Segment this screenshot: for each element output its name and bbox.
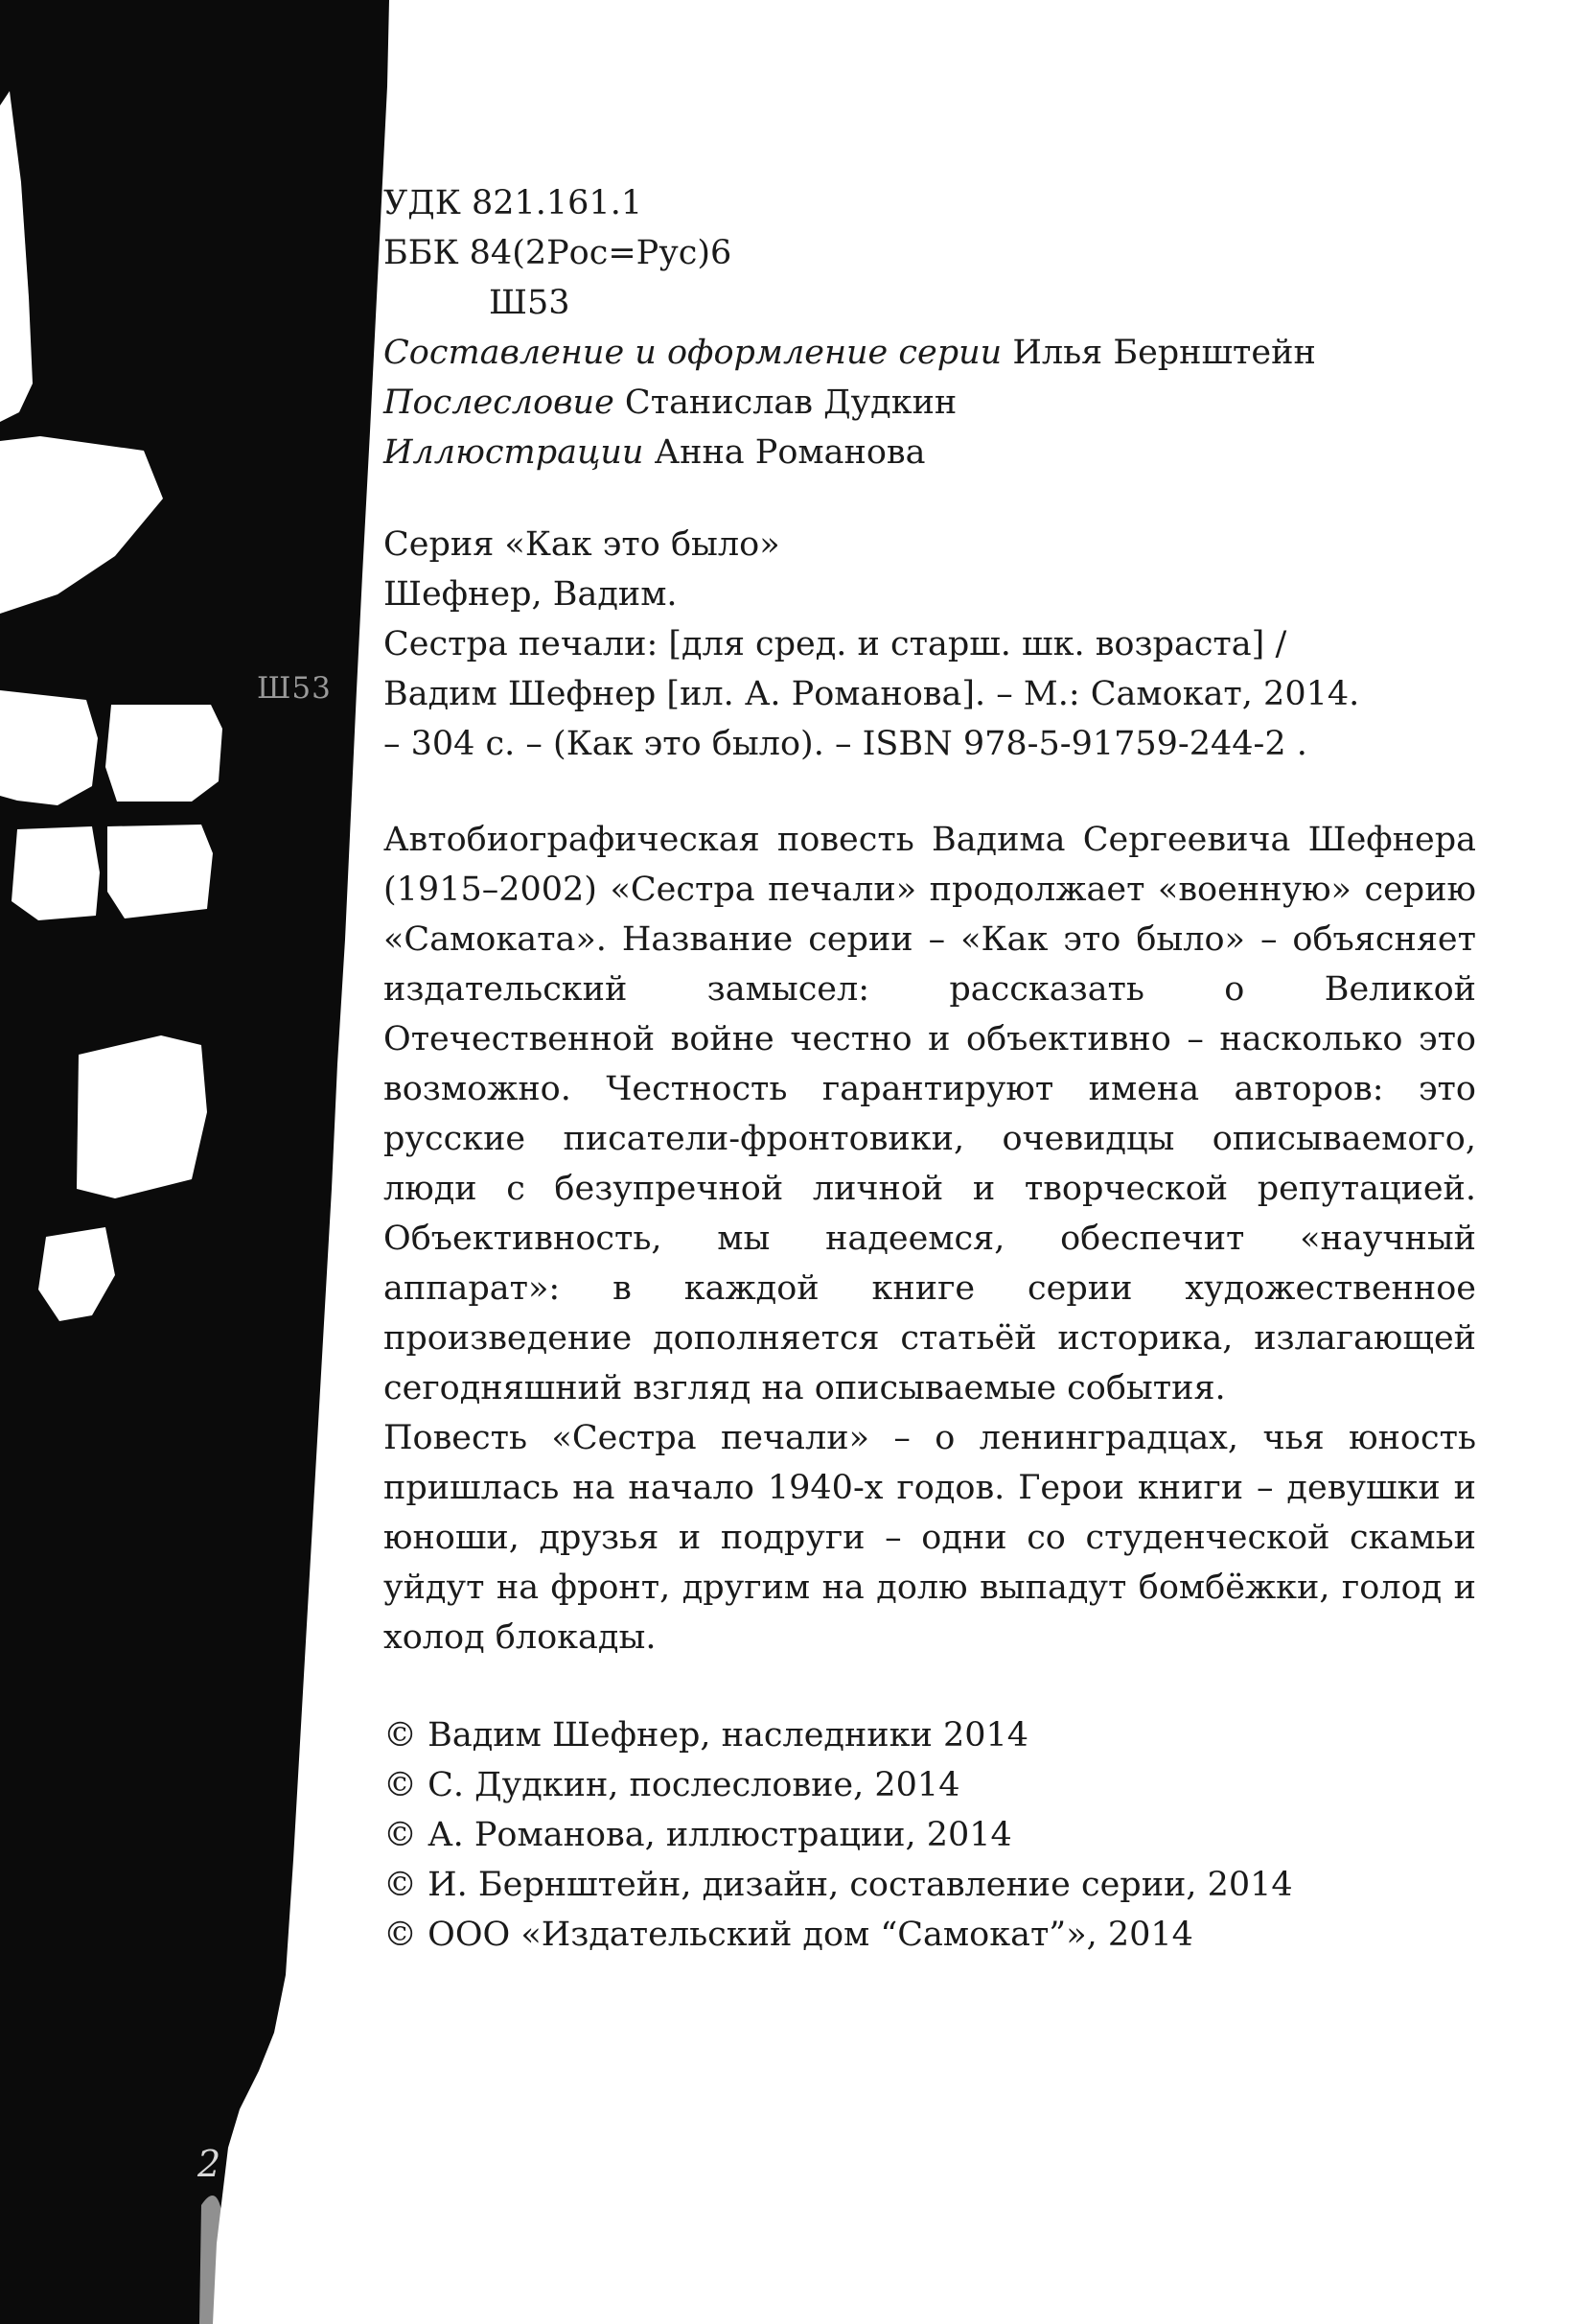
series-name: Серия «Как это было» — [383, 525, 780, 564]
credit-name: Илья Бернштейн — [1012, 334, 1316, 372]
annotation-paragraph: Повесть «Сестра печали» – о ленинградцах, чья юность пришлась на начало 1940-х годов. Герои книги – девушки и юноши, друзья и подруги – одни со студенческой скамьи уйдут на фронт, другим на долю выпадут бомбёжки, голод и холод блокады. — [383, 1419, 1476, 1657]
copyright-line: © С. Дудкин, послесловие, 2014 — [383, 1766, 960, 1804]
credits-block — [383, 328, 1476, 477]
bibliographic-block — [383, 520, 1476, 769]
spacer — [383, 769, 1476, 815]
copyright-line: © А. Романова, иллюстрации, 2014 — [383, 1816, 1012, 1854]
credit-series-design — [383, 328, 1476, 378]
bbk-code: ББК 84(2Рос=Рус)6 — [383, 234, 732, 272]
annotation-block — [383, 815, 1476, 1662]
extent-isbn-line: – 304 с. – (Как это было). – ISBN 978-5-91759-244-2 . — [383, 725, 1307, 763]
publication-line: Вадим Шефнер [ил. А. Романова]. – М.: Самокат, 2014. — [383, 675, 1360, 713]
copyright-line: © Вадим Шефнер, наследники 2014 — [383, 1716, 1029, 1755]
credit-role: Иллюстрации — [383, 433, 644, 472]
catalog-block — [383, 178, 1476, 328]
annotation-paragraph: Автобиографическая повесть Вадима Сергеевича Шефнера (1915–2002) «Сестра печали» продолжает «военную» серию «Самоката». Название серии – «Как это было» – объясняет издательский замысел: рассказать о Великой Отечественной войне честно и объективно – насколько это возможно. Честность гарантируют имена авторов: это русские писатели-фронтовики, очевидцы описываемого, люди с безупречной личной и творческой репутацией. Объективность, мы надеемся, обеспечит «научный аппарат»: в каждой книге серии художественное произведение дополняется статьёй историка, излагающей сегодняшний взгляд на описываемые события. — [383, 821, 1476, 1407]
spacer — [383, 477, 1476, 520]
copyright-block — [383, 1710, 1476, 1960]
credit-role: Составление и оформление серии — [383, 334, 1003, 372]
page-number: 2 — [197, 2143, 221, 2185]
black-ink-illustration — [0, 0, 403, 2324]
author-mark: Ш53 — [489, 284, 570, 322]
copyright-line: © И. Бернштейн, дизайн, составление серии, 2014 — [383, 1866, 1293, 1904]
credit-illustrations — [383, 428, 1476, 477]
credit-role: Послесловие — [383, 383, 614, 422]
udk-code: УДК 821.161.1 — [383, 184, 643, 222]
imprint-page — [383, 178, 1476, 1960]
author-name: Шефнер, Вадим. — [383, 575, 678, 614]
copyright-line: © ООО «Издательский дом “Самокат”», 2014 — [383, 1916, 1193, 1954]
title-line: Сестра печали: [для сред. и старш. шк. возраста] / — [383, 625, 1287, 663]
catalog-side-mark: Ш53 — [257, 671, 332, 706]
credit-name: Анна Романова — [654, 433, 926, 472]
credit-afterword — [383, 378, 1476, 428]
spacer — [383, 1662, 1476, 1710]
credit-name: Станислав Дудкин — [624, 383, 958, 422]
